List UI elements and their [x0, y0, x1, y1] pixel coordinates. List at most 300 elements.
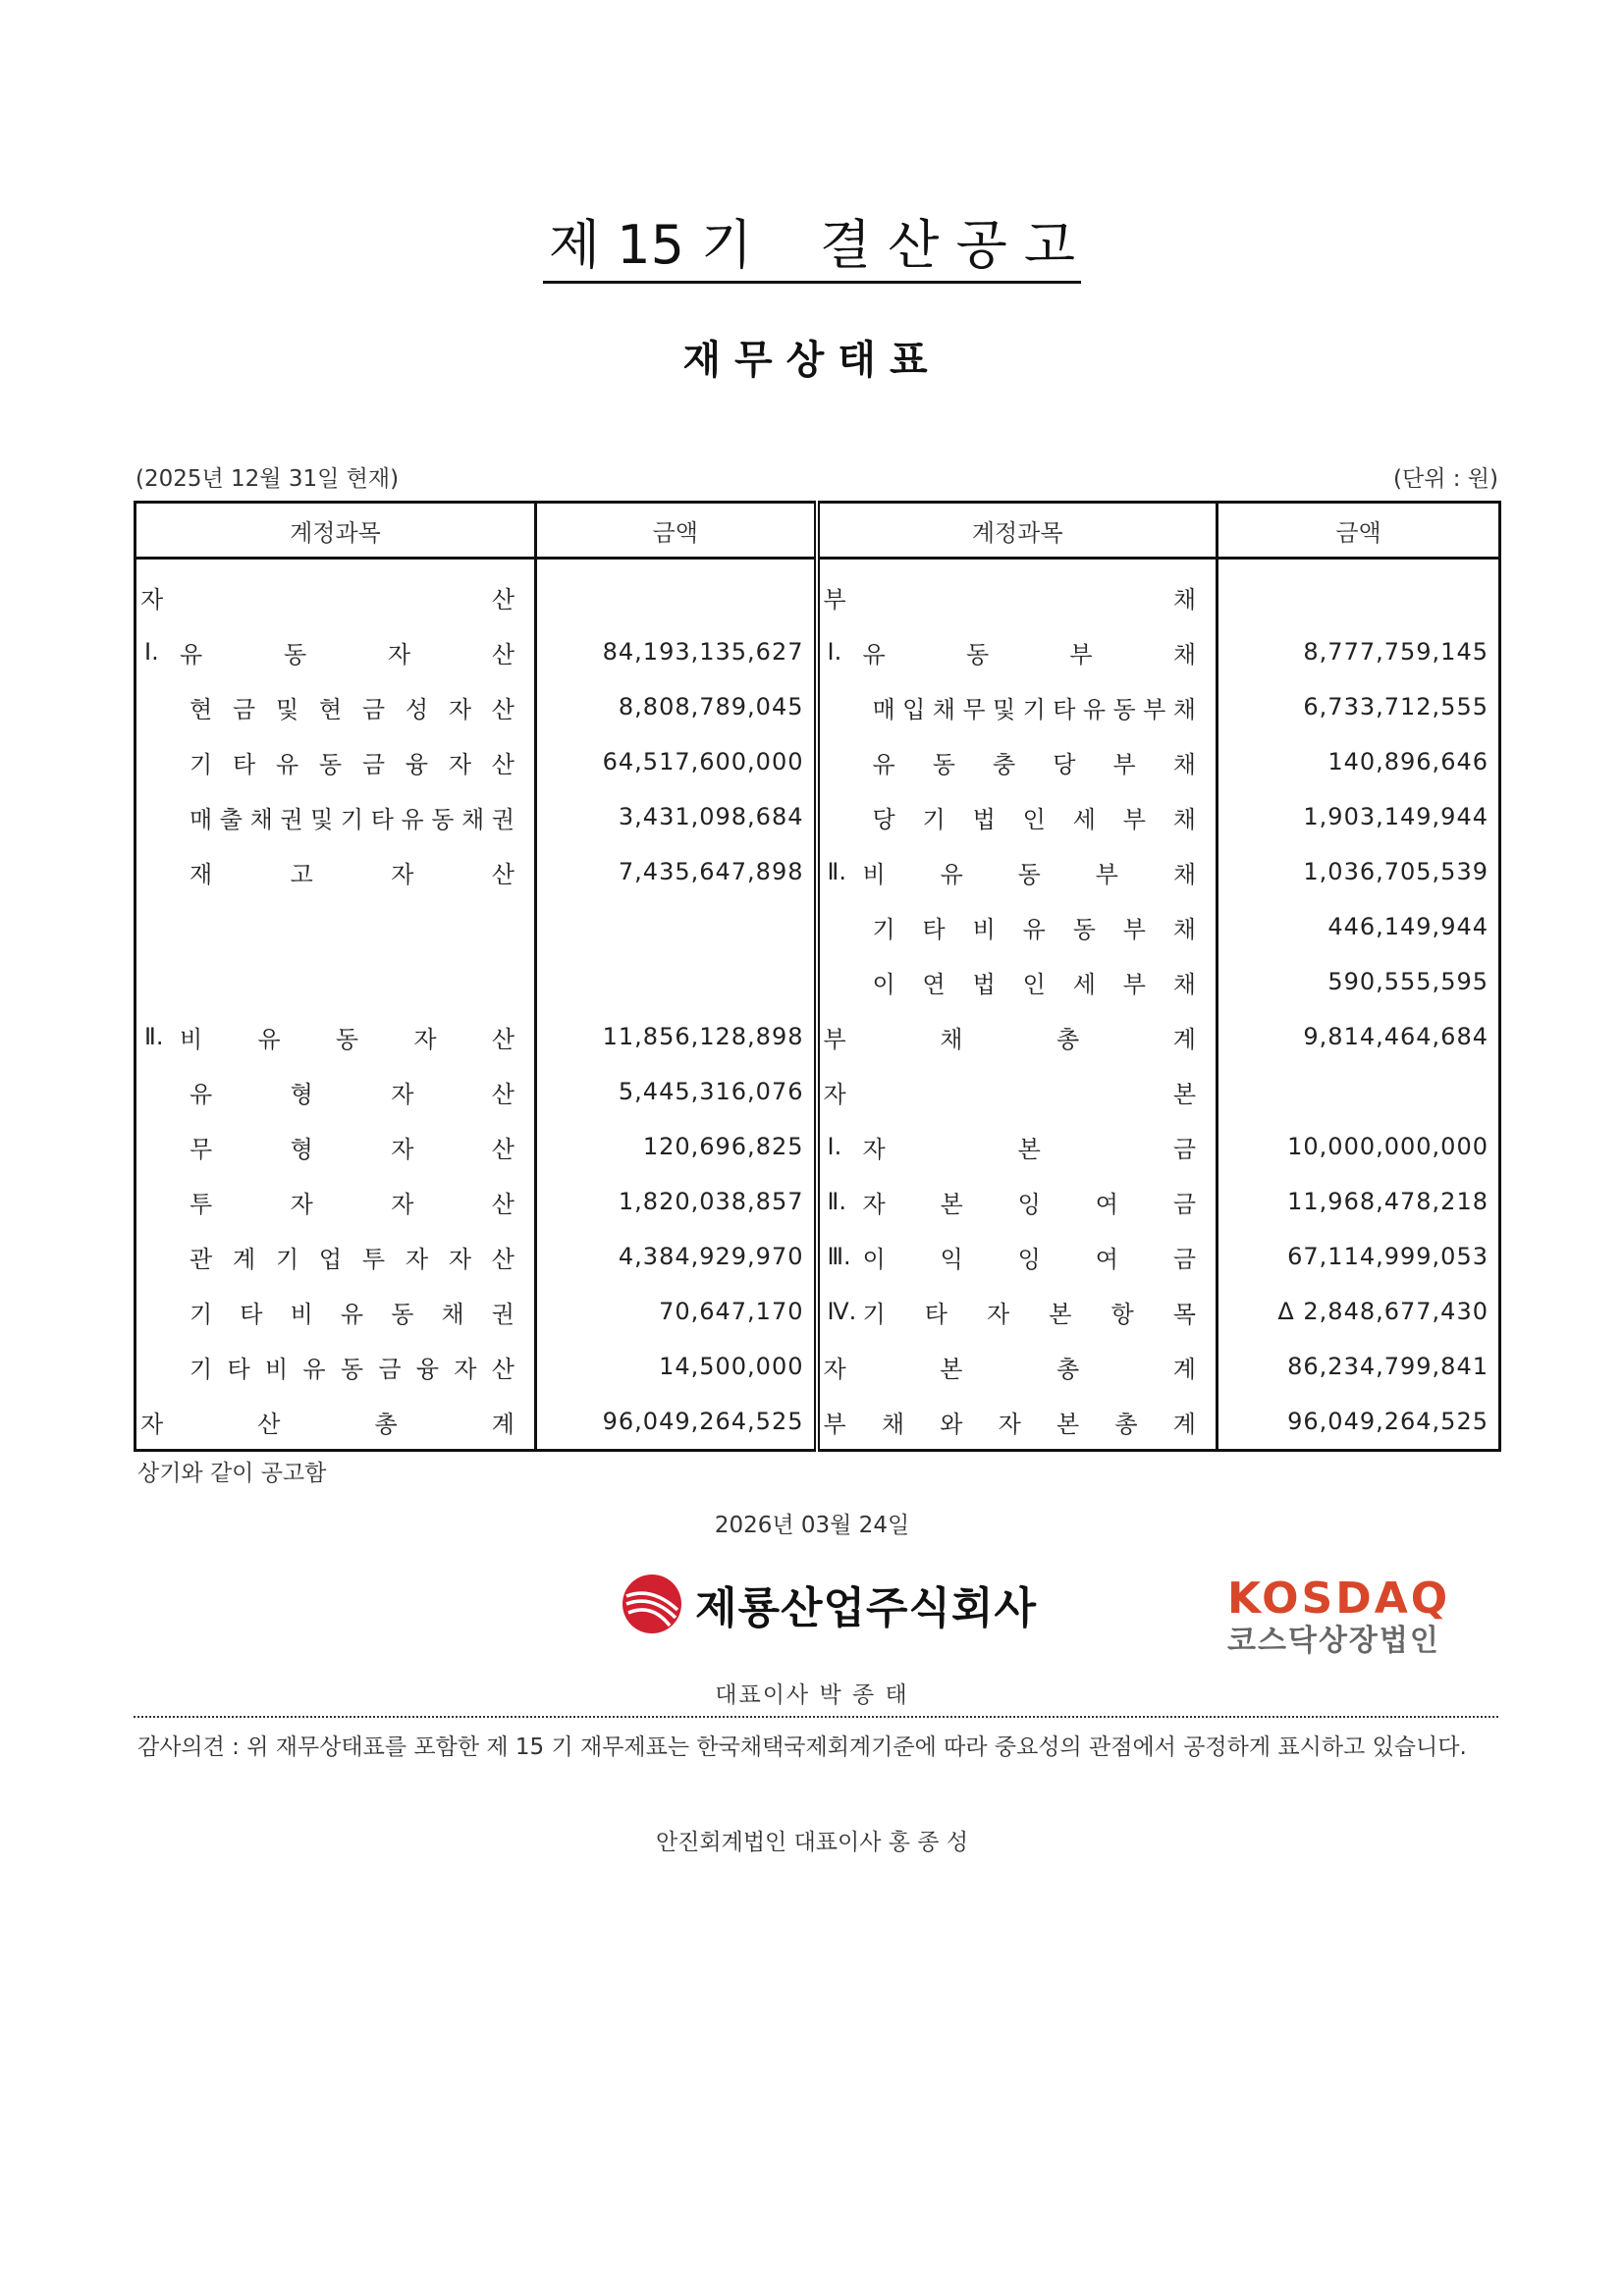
- account-char: 동: [1112, 695, 1136, 723]
- right-account-cell: [817, 559, 1218, 625]
- left-account-cell: [135, 954, 536, 1009]
- account-char: 본: [1049, 1300, 1072, 1328]
- account-char: 타: [370, 805, 394, 833]
- table-row: [135, 1174, 1500, 1229]
- left-account-cell: [135, 1394, 536, 1451]
- account-char: 이: [872, 970, 895, 998]
- right-amount-cell: Δ 2,848,677,430: [1277, 1298, 1489, 1325]
- table-row: [135, 1229, 1500, 1284]
- account-char: 유: [940, 860, 963, 888]
- account-char: 산: [491, 1355, 514, 1383]
- account-char: 동: [283, 640, 307, 668]
- left-account-cell: [135, 1009, 536, 1064]
- table-row: [135, 679, 1500, 734]
- right-amount-cell: [1218, 559, 1500, 625]
- account-char: 채: [461, 805, 485, 833]
- left-amount-cell: 11,856,128,898: [536, 1009, 817, 1064]
- divider: [134, 1716, 1498, 1718]
- account-char: 타: [232, 750, 256, 778]
- account-char: 유: [1082, 695, 1107, 723]
- account-char: 본: [1056, 1410, 1080, 1438]
- left-account-label: [136, 1295, 534, 1329]
- account-char: 타: [922, 915, 946, 943]
- right-account-cell: [817, 1174, 1218, 1229]
- left-amount-cell: 14,500,000: [536, 1339, 817, 1394]
- account-char: 산: [491, 640, 514, 668]
- account-char: 자: [987, 1300, 1010, 1328]
- account-char: 투: [189, 1190, 213, 1218]
- table-row: [135, 899, 1500, 954]
- right-account-cell: [817, 1229, 1218, 1284]
- account-char: 여: [1095, 1245, 1118, 1273]
- account-char: 채: [1172, 915, 1196, 943]
- left-account-label: [136, 1405, 534, 1439]
- account-char: 동: [431, 805, 455, 833]
- account-char: 산: [491, 1135, 514, 1163]
- section-numeral: Ⅰ.: [144, 638, 159, 666]
- account-char: 부: [1095, 860, 1118, 888]
- auditor-signature: 안진회계법인 대표이사 홍 종 성: [655, 1830, 969, 1855]
- account-char: 및: [275, 695, 299, 723]
- right-amount-cell: 1,036,705,539: [1303, 858, 1489, 885]
- audit-opinion: 감사의견 : 위 재무상태표를 포함한 제 15 기 재무제표는 한국채택국제회계기준에 따라 중요성의 관점에서 공정하게 표시하고 있습니다.: [137, 1735, 1467, 1760]
- table-row: [135, 954, 1500, 1009]
- right-amount-cell: 10,000,000,000: [1287, 1133, 1489, 1160]
- left-account-label: [136, 1350, 534, 1384]
- account-char: 자: [391, 1135, 414, 1163]
- left-amount-cell: 84,193,135,627: [536, 624, 817, 679]
- right-amount-cell: 140,896,646: [1327, 748, 1489, 775]
- table-row: [135, 734, 1500, 789]
- account-char: 산: [491, 1080, 514, 1108]
- right-account-label: [820, 1130, 1217, 1164]
- account-name: [863, 1295, 1197, 1329]
- account-char: 이: [862, 1245, 886, 1273]
- account-name: [863, 1185, 1197, 1219]
- account-char: 인: [1022, 970, 1046, 998]
- right-account-cell: [817, 1394, 1218, 1451]
- left-account-label: [136, 855, 534, 889]
- account-char: 출: [219, 805, 243, 833]
- account-char: 비: [862, 860, 886, 888]
- account-char: 성: [405, 695, 429, 723]
- kosdaq-logo: [1227, 1576, 1450, 1661]
- right-account-label: [820, 800, 1217, 834]
- account-char: 채: [1172, 585, 1196, 614]
- account-char: 유: [275, 750, 299, 778]
- account-char: 부: [1122, 970, 1146, 998]
- right-account-label: [820, 1350, 1217, 1384]
- account-char: 산: [491, 1190, 514, 1218]
- account-char: 채: [940, 1025, 963, 1053]
- right-account-label: [820, 690, 1217, 724]
- account-char: 산: [491, 1025, 514, 1053]
- kosdaq-subtitle: 코스닥상장법인: [1227, 1624, 1440, 1658]
- left-account-label: [136, 690, 534, 724]
- account-char: 무: [189, 1135, 213, 1163]
- table-row: [135, 1064, 1500, 1119]
- company-name: 제룡산업주식회사: [695, 1583, 1038, 1633]
- right-amount-cell: 1,903,149,944: [1303, 803, 1489, 830]
- account-char: 자: [413, 1025, 437, 1053]
- account-char: 산: [491, 695, 514, 723]
- right-account-cell: [817, 734, 1218, 789]
- right-account-label: [820, 855, 1217, 889]
- left-account-cell: [135, 1174, 536, 1229]
- account-char: 동: [932, 750, 955, 778]
- right-account-cell: [817, 954, 1218, 1009]
- account-char: 관: [189, 1245, 213, 1273]
- header-account-right: 계정과목: [817, 503, 1218, 559]
- account-char: 산: [491, 585, 514, 614]
- account-char: 산: [491, 750, 514, 778]
- header-amount-left: 금액: [536, 503, 817, 559]
- account-char: 총: [1114, 1410, 1138, 1438]
- account-char: 비: [180, 1025, 203, 1053]
- account-char: 및: [993, 695, 1016, 723]
- account-char: 본: [940, 1190, 963, 1218]
- left-account-label: [136, 745, 534, 779]
- table-header-row: [135, 503, 1500, 559]
- right-account-label: [820, 965, 1217, 999]
- account-char: 재: [189, 860, 213, 888]
- account-char: 기: [922, 805, 946, 833]
- account-char: 산: [491, 860, 514, 888]
- account-char: 법: [972, 805, 996, 833]
- right-account-label: [820, 580, 1217, 614]
- account-char: 본: [1017, 1135, 1041, 1163]
- account-char: 부: [1112, 750, 1136, 778]
- left-account-label: [136, 580, 534, 614]
- account-char: 금: [361, 750, 386, 778]
- account-char: 자: [862, 1190, 886, 1218]
- account-char: 형: [290, 1080, 313, 1108]
- balance-sheet-table: [134, 501, 1501, 1452]
- account-char: 현: [318, 695, 343, 723]
- account-char: 비: [972, 915, 996, 943]
- account-char: 고: [290, 860, 313, 888]
- account-char: 여: [1095, 1190, 1118, 1218]
- left-amount-cell: 3,431,098,684: [536, 789, 817, 844]
- account-char: 및: [310, 805, 334, 833]
- account-char: 부: [1143, 695, 1166, 723]
- left-amount-cell: 7,435,647,898: [536, 844, 817, 899]
- account-char: 유: [189, 1080, 213, 1108]
- right-account-cell: [817, 789, 1218, 844]
- account-char: 투: [361, 1245, 386, 1273]
- account-char: 비: [290, 1300, 313, 1328]
- left-amount-cell: 70,647,170: [536, 1284, 817, 1339]
- account-char: 부: [1069, 640, 1093, 668]
- header-account-left: 계정과목: [135, 503, 536, 559]
- account-char: 부: [823, 585, 846, 614]
- account-char: 부: [823, 1025, 846, 1053]
- left-account-cell: [135, 679, 536, 734]
- left-amount-cell: 64,517,600,000: [536, 734, 817, 789]
- left-account-label: [136, 1185, 534, 1219]
- account-char: 자: [448, 1245, 471, 1273]
- account-char: 산: [257, 1410, 281, 1438]
- left-amount-cell: 4,384,929,970: [536, 1229, 817, 1284]
- right-account-cell: [817, 679, 1218, 734]
- account-char: 본: [1172, 1080, 1196, 1108]
- account-char: 유: [340, 1300, 364, 1328]
- right-account-cell: [817, 624, 1218, 679]
- account-char: 세: [1072, 970, 1096, 998]
- right-amount-cell: 590,555,595: [1327, 968, 1489, 995]
- right-amount-cell: 9,814,464,684: [1303, 1023, 1489, 1050]
- left-amount-cell: 96,049,264,525: [536, 1394, 817, 1451]
- left-account-cell: [135, 844, 536, 899]
- account-char: 유: [862, 640, 886, 668]
- left-amount-cell: 5,445,316,076: [536, 1064, 817, 1119]
- account-char: 유: [1022, 915, 1046, 943]
- account-char: 계: [1172, 1025, 1196, 1053]
- account-char: 자: [448, 750, 471, 778]
- account-char: 자: [140, 585, 164, 614]
- account-char: 기: [189, 1300, 213, 1328]
- account-char: 당: [872, 805, 895, 833]
- account-char: 채: [1172, 750, 1196, 778]
- account-char: 인: [1022, 805, 1046, 833]
- left-account-cell: [135, 624, 536, 679]
- right-account-label: [820, 635, 1217, 669]
- section-numeral: Ⅲ.: [827, 1243, 851, 1270]
- account-char: 기: [1022, 695, 1046, 723]
- account-char: 동: [391, 1300, 414, 1328]
- table-row: [135, 1394, 1500, 1451]
- publication-date: 2026년 03월 24일: [714, 1513, 910, 1538]
- left-account-label: [136, 635, 534, 669]
- account-char: 산: [491, 1245, 514, 1273]
- account-char: 계: [1172, 1355, 1196, 1383]
- account-char: 매: [189, 805, 213, 833]
- left-account-cell: [135, 1229, 536, 1284]
- account-char: 자: [140, 1410, 164, 1438]
- account-char: 자: [391, 1080, 414, 1108]
- left-account-cell: [135, 1284, 536, 1339]
- account-char: 기: [872, 915, 895, 943]
- account-char: 계: [232, 1245, 256, 1273]
- left-amount-cell: 1,820,038,857: [536, 1174, 817, 1229]
- account-char: 금: [232, 695, 256, 723]
- right-account-label: [820, 745, 1217, 779]
- as-of-date: (2025년 12월 31일 현재): [135, 466, 400, 492]
- account-name: [863, 635, 1197, 669]
- right-amount-cell: 11,968,478,218: [1287, 1188, 1489, 1215]
- account-char: 계: [491, 1410, 514, 1438]
- right-account-cell: [817, 844, 1218, 899]
- right-amount-cell: 8,777,759,145: [1303, 638, 1489, 666]
- right-account-cell: [817, 1009, 1218, 1064]
- account-name: [180, 1020, 514, 1054]
- left-account-label: [136, 1240, 534, 1274]
- right-account-label: [820, 1240, 1217, 1274]
- account-char: 자: [998, 1410, 1021, 1438]
- account-char: 채: [881, 1410, 905, 1438]
- left-amount-cell: [536, 559, 817, 625]
- account-char: 기: [340, 805, 364, 833]
- right-account-label: [820, 1185, 1217, 1219]
- account-char: 동: [1017, 860, 1041, 888]
- company-logo: [621, 1573, 1037, 1635]
- right-account-label: [820, 1405, 1217, 1439]
- account-char: 권: [491, 1300, 514, 1328]
- account-char: 자: [290, 1190, 313, 1218]
- section-numeral: Ⅱ.: [827, 858, 846, 885]
- left-account-label: [136, 1020, 534, 1054]
- right-account-cell: [817, 899, 1218, 954]
- account-char: 유: [401, 805, 424, 833]
- account-char: 동: [318, 750, 343, 778]
- account-char: 자: [823, 1355, 846, 1383]
- account-char: 잉: [1017, 1245, 1041, 1273]
- right-account-label: [820, 1075, 1217, 1109]
- account-char: 채: [249, 805, 273, 833]
- account-char: 부: [1122, 915, 1146, 943]
- company-emblem-icon: [621, 1573, 683, 1635]
- account-char: 자: [391, 860, 414, 888]
- account-char: 업: [318, 1245, 343, 1273]
- account-char: 유: [872, 750, 895, 778]
- table-row: [135, 1339, 1500, 1394]
- account-char: 금: [1172, 1135, 1196, 1163]
- account-char: 금: [378, 1355, 402, 1383]
- account-char: 기: [189, 750, 213, 778]
- left-amount-cell: [536, 954, 817, 1009]
- section-numeral: Ⅰ.: [827, 1133, 842, 1160]
- left-account-label: [136, 1130, 534, 1164]
- account-char: 타: [924, 1300, 947, 1328]
- account-char: 금: [1172, 1190, 1196, 1218]
- account-char: 융: [415, 1355, 439, 1383]
- account-char: 본: [940, 1355, 963, 1383]
- account-char: 채: [1172, 970, 1196, 998]
- right-account-label: [820, 910, 1217, 944]
- account-char: 동: [340, 1355, 364, 1383]
- account-char: 타: [227, 1355, 250, 1383]
- document-title: 제 15 기 결 산 공 고: [0, 214, 1624, 284]
- section-numeral: Ⅰ.: [827, 638, 842, 666]
- left-amount-cell: [536, 899, 817, 954]
- account-char: 총: [1056, 1355, 1080, 1383]
- left-amount-cell: 8,808,789,045: [536, 679, 817, 734]
- account-char: 타: [240, 1300, 263, 1328]
- closing-statement: 상기와 같이 공고함: [137, 1461, 327, 1486]
- account-char: 자: [862, 1135, 886, 1163]
- right-account-cell: [817, 1064, 1218, 1119]
- account-char: 유: [180, 640, 203, 668]
- table-row: [135, 844, 1500, 899]
- account-char: 채: [932, 695, 955, 723]
- account-char: 자: [448, 695, 471, 723]
- account-char: 채: [1172, 860, 1196, 888]
- account-char: 자: [387, 640, 411, 668]
- left-account-label: [136, 800, 534, 834]
- table-row: [135, 1009, 1500, 1064]
- right-amount-cell: 96,049,264,525: [1287, 1408, 1489, 1435]
- table-row: [135, 789, 1500, 844]
- left-account-cell: [135, 734, 536, 789]
- right-amount-cell: 86,234,799,841: [1287, 1353, 1489, 1380]
- right-account-cell: [817, 1339, 1218, 1394]
- statement-title: 재무상태표: [682, 338, 942, 383]
- account-char: 무: [962, 695, 986, 723]
- left-account-cell: [135, 1339, 536, 1394]
- section-numeral: Ⅱ.: [827, 1188, 846, 1215]
- account-char: 타: [1053, 695, 1076, 723]
- section-numeral: Ⅱ.: [144, 1023, 164, 1050]
- account-char: 자: [454, 1355, 477, 1383]
- account-char: 총: [374, 1410, 398, 1438]
- account-name: [180, 635, 514, 669]
- account-char: 매: [872, 695, 895, 723]
- section-numeral: Ⅳ.: [827, 1298, 857, 1325]
- account-char: 자: [823, 1080, 846, 1108]
- account-char: 동: [965, 640, 990, 668]
- account-char: 기: [862, 1300, 886, 1328]
- account-char: 채: [1172, 695, 1196, 723]
- right-amount-cell: [1218, 1064, 1500, 1119]
- account-char: 기: [189, 1355, 213, 1383]
- left-account-label: [136, 1075, 534, 1109]
- account-char: 융: [405, 750, 429, 778]
- table-row: [135, 1284, 1500, 1339]
- right-amount-cell: 67,114,999,053: [1287, 1243, 1489, 1270]
- account-char: 동: [1072, 915, 1096, 943]
- account-char: 현: [189, 695, 213, 723]
- table-row: [135, 624, 1500, 679]
- account-char: 목: [1172, 1300, 1196, 1328]
- account-char: 금: [1172, 1245, 1196, 1273]
- right-account-cell: [817, 1119, 1218, 1174]
- left-account-cell: [135, 1119, 536, 1174]
- kosdaq-wordmark: KOSDAQ: [1227, 1574, 1451, 1624]
- header-amount-right: 금액: [1218, 503, 1500, 559]
- account-name: [863, 1130, 1197, 1164]
- account-char: 자: [405, 1245, 429, 1273]
- left-amount-cell: 120,696,825: [536, 1119, 817, 1174]
- left-account-cell: [135, 789, 536, 844]
- account-char: 비: [264, 1355, 289, 1383]
- account-char: 부: [1122, 805, 1146, 833]
- account-char: 권: [280, 805, 303, 833]
- right-account-label: [820, 1295, 1217, 1329]
- account-char: 당: [1053, 750, 1076, 778]
- account-char: 채: [1172, 805, 1196, 833]
- account-char: 법: [972, 970, 996, 998]
- account-char: 세: [1072, 805, 1096, 833]
- right-amount-cell: 6,733,712,555: [1303, 693, 1489, 721]
- account-char: 항: [1110, 1300, 1134, 1328]
- account-char: 동: [335, 1025, 359, 1053]
- account-char: 부: [823, 1410, 846, 1438]
- account-name: [863, 855, 1197, 889]
- account-char: 잉: [1017, 1190, 1041, 1218]
- account-char: 유: [302, 1355, 326, 1383]
- left-account-cell: [135, 899, 536, 954]
- account-char: 익: [940, 1245, 963, 1273]
- account-char: 금: [361, 695, 386, 723]
- account-char: 기: [275, 1245, 299, 1273]
- right-account-label: [820, 1020, 1217, 1054]
- account-char: 권: [491, 805, 514, 833]
- account-char: 와: [940, 1410, 963, 1438]
- account-char: 연: [922, 970, 946, 998]
- right-amount-cell: 446,149,944: [1327, 913, 1489, 940]
- right-account-cell: [817, 1284, 1218, 1339]
- account-char: 채: [1172, 640, 1196, 668]
